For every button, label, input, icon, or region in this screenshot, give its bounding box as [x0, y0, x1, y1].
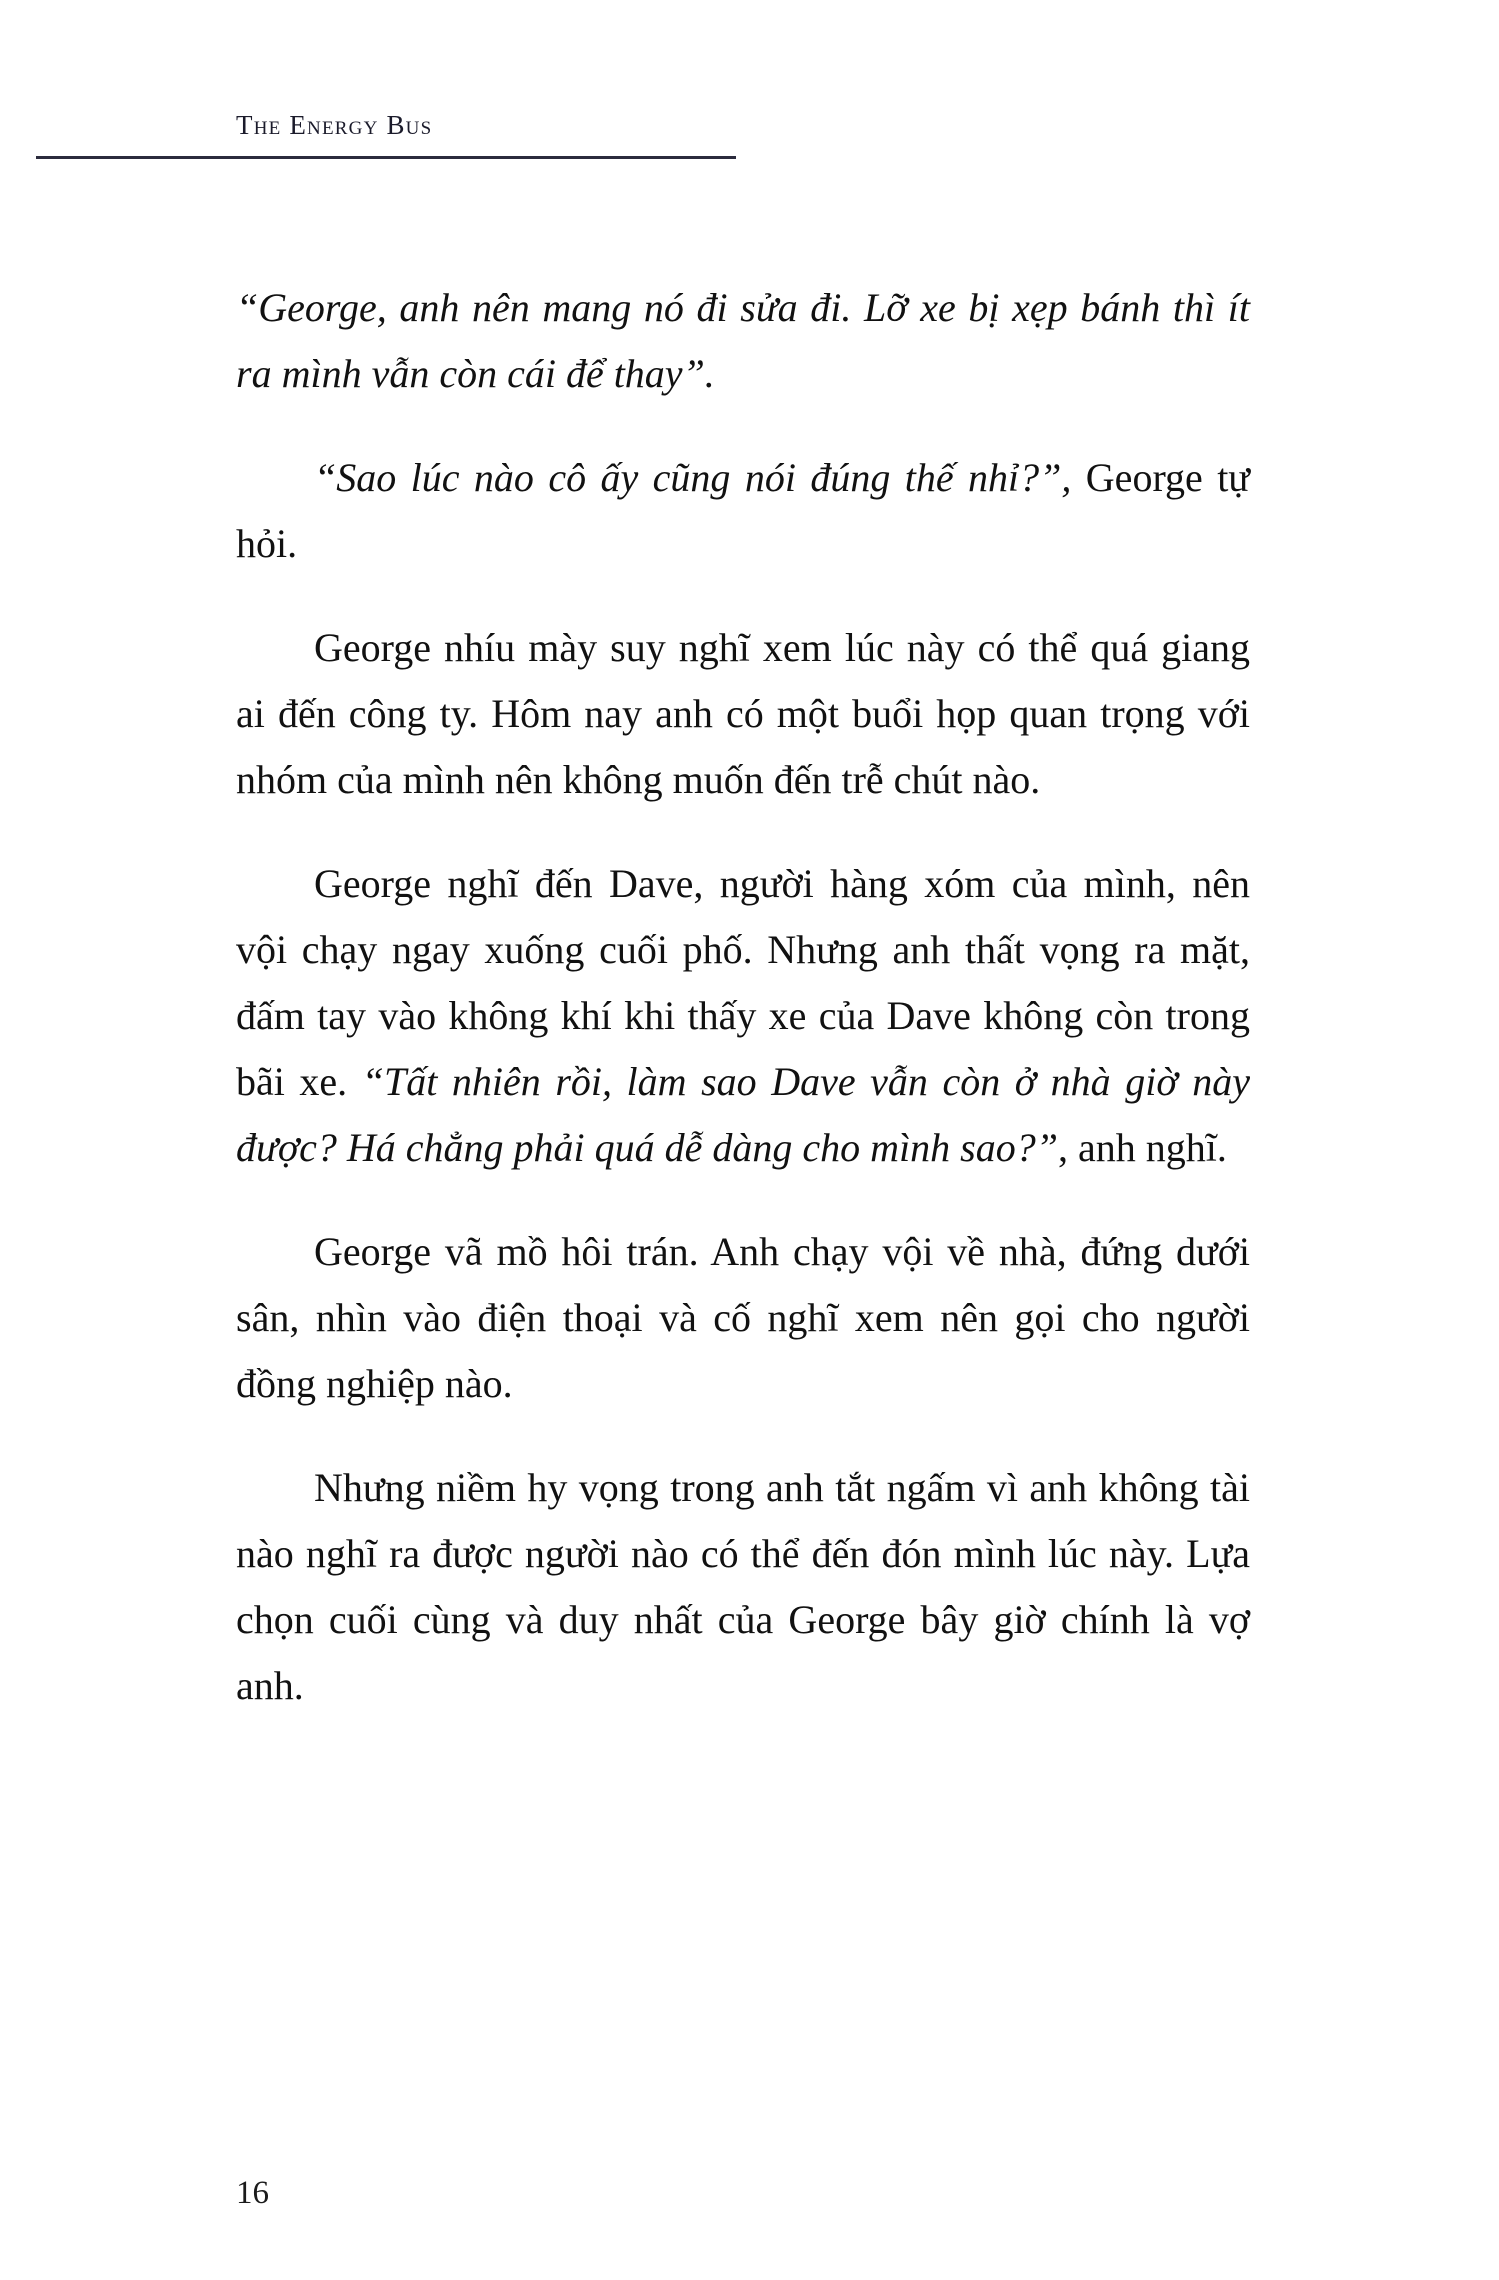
header-rule — [36, 156, 736, 159]
paragraph: Nhưng niềm hy vọng trong anh tắt ngấm vì anh không tài nào nghĩ ra được người nào có thể đến đón mình lúc này. Lựa chọn cuối cùng và duy nhất của George bây giờ chính là vợ anh. — [236, 1465, 1250, 1708]
paragraph — [236, 445, 1250, 577]
body-text — [236, 275, 1250, 1757]
paragraph-tail: , anh nghĩ. — [1058, 1125, 1227, 1170]
paragraph-tail: George tự hỏi. — [236, 455, 1250, 566]
paragraph — [236, 851, 1250, 1181]
paragraph: “George, anh nên mang nó đi sửa đi. Lỡ xe bị xẹp bánh thì ít ra mình vẫn còn cái để thay”. — [236, 285, 1250, 396]
running-head-title: The Energy Bus — [236, 110, 433, 140]
paragraph-head: George nghĩ đến Dave, người hàng xóm của mình, nên vội chạy ngay xuống cuối phố. Nhưng anh thất vọng ra mặt, đấm tay vào không khí khi thấy xe của Dave không còn trong bãi xe. — [236, 861, 1250, 1104]
running-head — [236, 112, 1256, 164]
paragraph: George nhíu mày suy nghĩ xem lúc này có thể quá giang ai đến công ty. Hôm nay anh có một buổi họp quan trọng với nhóm của mình nên không muốn đến trễ chút nào. — [236, 625, 1250, 802]
quoted-speech: “Sao lúc nào cô ấy cũng nói đúng thế nhỉ?”, — [314, 455, 1072, 500]
quoted-thought: “Tất nhiên rồi, làm sao Dave vẫn còn ở nhà giờ này được? Há chẳng phải quá dễ dàng cho mình sao?” — [236, 1059, 1250, 1170]
page-number: 16 — [236, 2175, 269, 2211]
paragraph: George vã mồ hôi trán. Anh chạy vội về nhà, đứng dưới sân, nhìn vào điện thoại và cố nghĩ xem nên gọi cho người đồng nghiệp nào. — [236, 1229, 1250, 1406]
